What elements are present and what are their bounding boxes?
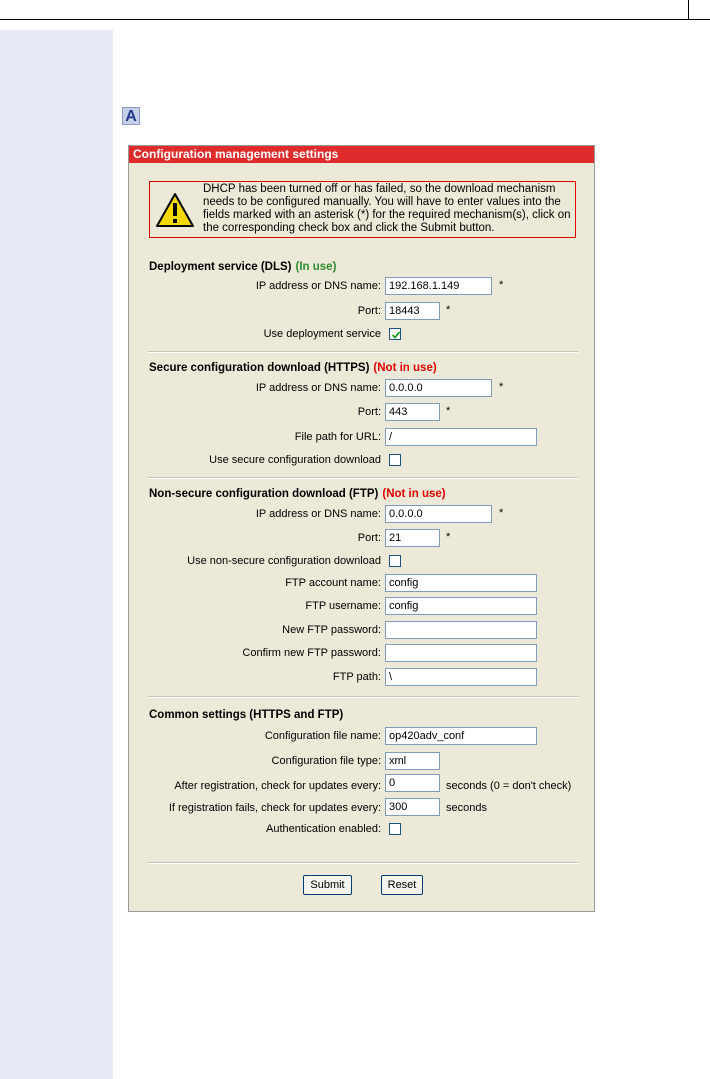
https-path-input[interactable]: / (385, 428, 537, 446)
ftp-status: (Not in use) (382, 488, 446, 500)
ftp-confirm-password-label: Confirm new FTP password: (242, 647, 381, 659)
after-registration-input[interactable]: 0 (385, 774, 440, 792)
config-file-type-input[interactable]: xml (385, 752, 440, 770)
https-port-required: * (446, 405, 451, 417)
common-heading: Common settings (HTTPS and FTP) (149, 709, 344, 721)
dls-ip-required: * (499, 279, 504, 291)
ftp-account-label: FTP account name: (285, 577, 381, 589)
https-ip-label: IP address or DNS name: (255, 382, 381, 394)
ftp-new-password-input[interactable] (385, 621, 537, 639)
page-corner-tick (688, 0, 689, 20)
checkmark-icon (391, 330, 401, 340)
config-file-name-label: Configuration file name: (264, 730, 381, 742)
https-port-input[interactable]: 443 (385, 403, 440, 421)
authentication-checkbox[interactable] (389, 823, 401, 835)
authentication-label: Authentication enabled: (266, 823, 381, 835)
config-file-type-label: Configuration file type: (271, 755, 381, 767)
dls-heading (149, 261, 336, 273)
https-path-label: File path for URL: (294, 431, 381, 443)
dhcp-warning-box (149, 181, 576, 238)
ftp-port-label: Port: (357, 532, 381, 544)
ftp-use-checkbox[interactable] (389, 555, 401, 567)
section-divider (148, 351, 578, 353)
https-heading-text: Secure configuration download (HTTPS) (149, 362, 370, 374)
ftp-heading (149, 488, 446, 500)
after-registration-label: After registration, check for updates every: (174, 780, 381, 792)
https-port-label: Port: (357, 406, 381, 418)
panel-title: Configuration management settings (133, 147, 339, 161)
ftp-username-label: FTP username: (305, 600, 381, 612)
warning-icon (155, 192, 195, 228)
ftp-ip-input[interactable]: 0.0.0.0 (385, 505, 492, 523)
dls-port-required: * (446, 304, 451, 316)
dls-heading-text: Deployment service (DLS) (149, 261, 292, 273)
section-divider (148, 696, 578, 698)
https-use-checkbox[interactable] (389, 454, 401, 466)
ftp-port-required: * (446, 531, 451, 543)
dls-port-label: Port: (357, 305, 381, 317)
ftp-port-input[interactable]: 21 (385, 529, 440, 547)
config-management-panel (128, 145, 595, 912)
https-status: (Not in use) (373, 362, 437, 374)
section-divider (148, 862, 578, 864)
submit-button[interactable]: Submit (303, 875, 352, 895)
ftp-heading-text: Non-secure configuration download (FTP) (149, 488, 379, 500)
ftp-confirm-password-input[interactable] (385, 644, 537, 662)
reset-button[interactable]: Reset (381, 875, 423, 895)
https-ip-required: * (499, 381, 504, 393)
dls-ip-input[interactable]: 192.168.1.149 (385, 277, 492, 295)
page-margin-sidebar (0, 30, 113, 1079)
ftp-ip-required: * (499, 507, 504, 519)
https-heading (149, 362, 437, 374)
figure-marker: A (122, 107, 140, 125)
dls-status: (In use) (295, 261, 337, 273)
warning-text: DHCP has been turned off or has failed, so the download mechanism needs to be configured manually. You will have to enter values into the fields marked with an asterisk (*) for the required mechanism(s), click on the corresponding check box and click the Submit button. (203, 183, 571, 234)
ftp-ip-label: IP address or DNS name: (255, 508, 381, 520)
page-top-rule (0, 19, 710, 20)
config-file-name-input[interactable]: op420adv_conf (385, 727, 537, 745)
section-divider (148, 477, 578, 479)
registration-fails-suffix: seconds (446, 802, 487, 814)
dls-port-input[interactable]: 18443 (385, 302, 440, 320)
https-ip-input[interactable]: 0.0.0.0 (385, 379, 492, 397)
https-use-label: Use secure configuration download (209, 454, 381, 466)
registration-fails-label: If registration fails, check for updates every: (168, 802, 381, 814)
ftp-account-input[interactable]: config (385, 574, 537, 592)
panel-title-bar (129, 146, 594, 163)
dls-use-checkbox[interactable] (389, 328, 401, 340)
dls-ip-label: IP address or DNS name: (255, 280, 381, 292)
dls-use-label: Use deployment service (263, 328, 381, 340)
ftp-path-input[interactable]: \ (385, 668, 537, 686)
ftp-use-label: Use non-secure configuration download (187, 555, 381, 567)
ftp-new-password-label: New FTP password: (282, 624, 381, 636)
ftp-username-input[interactable]: config (385, 597, 537, 615)
after-registration-suffix: seconds (0 = don't check) (446, 780, 572, 792)
ftp-path-label: FTP path: (332, 671, 381, 683)
registration-fails-input[interactable]: 300 (385, 798, 440, 816)
